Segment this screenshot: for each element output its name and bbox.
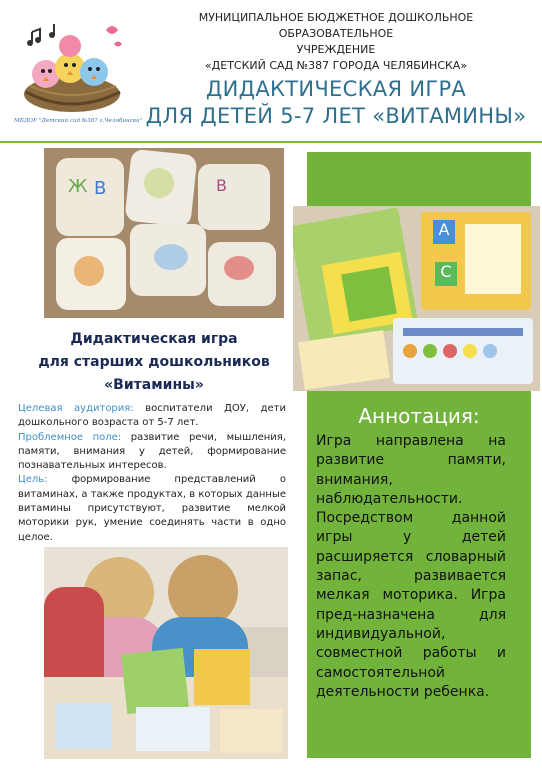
goal-text: формирование представлений о витаминах, а также продуктах, в которых данные витамины присутствуют, развитие мелкой моторики рук, умение соединять части в одно целое. (18, 474, 286, 543)
annotation-title: Аннотация: (358, 404, 480, 428)
audience-label: Целевая аудитория: (18, 403, 134, 414)
audience-paragraph (18, 402, 286, 431)
game-subtitle (20, 328, 288, 397)
photo-game-boards: A C (293, 206, 540, 391)
audience-text: воспитатели ДОУ, дети дошкольного возраста от 5-7 лет. (18, 403, 286, 429)
problem-label: Проблемное поле: (18, 431, 122, 443)
organization-name (140, 10, 532, 74)
problem-text: развитие речи, мышления, памяти, внимания у детей, формирование познавательных интересов. (18, 431, 286, 472)
header-divider (0, 141, 542, 143)
subtitle-line-3: «Витамины» (104, 377, 204, 393)
goal-paragraph (18, 473, 286, 544)
title-line-2: ДЛЯ ДЕТЕЙ 5-7 ЛЕТ «ВИТАМИНЫ» (145, 104, 527, 128)
game-description (18, 402, 286, 545)
problem-paragraph (18, 431, 286, 474)
annotation-text: Игра направлена на развитие памяти, внимания, наблюдательности. Посредством данной игры у детей расширяется словарный запас, развивается мелкая моторика. Игра пред-назначена для индивидуальной, совместной работы и самостоятельной деятельности ребенка. (316, 433, 506, 700)
subtitle-line-1: Дидактическая игра (70, 331, 238, 347)
goal-label: Цель: (18, 474, 48, 486)
org-line-1: МУНИЦИПАЛЬНОЕ БЮДЖЕТНОЕ ДОШКОЛЬНОЕ ОБРАЗОВАТЕЛЬНОЕ (198, 11, 474, 40)
org-line-3: «ДЕТСКИЙ САД №387 ГОРОДА ЧЕЛЯБИНСКА» (204, 59, 468, 72)
kindergarten-logo (10, 12, 143, 130)
title-line-1: ДИДАКТИЧЕСКАЯ ИГРА (205, 77, 467, 101)
subtitle-line-2: для старших дошкольников (38, 354, 270, 370)
page-title (140, 76, 532, 130)
photo-game-cards: Ж В В (44, 148, 284, 318)
logo-caption: МБДОУ "Детский сад №387 г.Челябинска" (14, 118, 143, 124)
photo-children-playing (44, 547, 288, 759)
org-line-2: УЧРЕЖДЕНИЕ (296, 43, 376, 56)
